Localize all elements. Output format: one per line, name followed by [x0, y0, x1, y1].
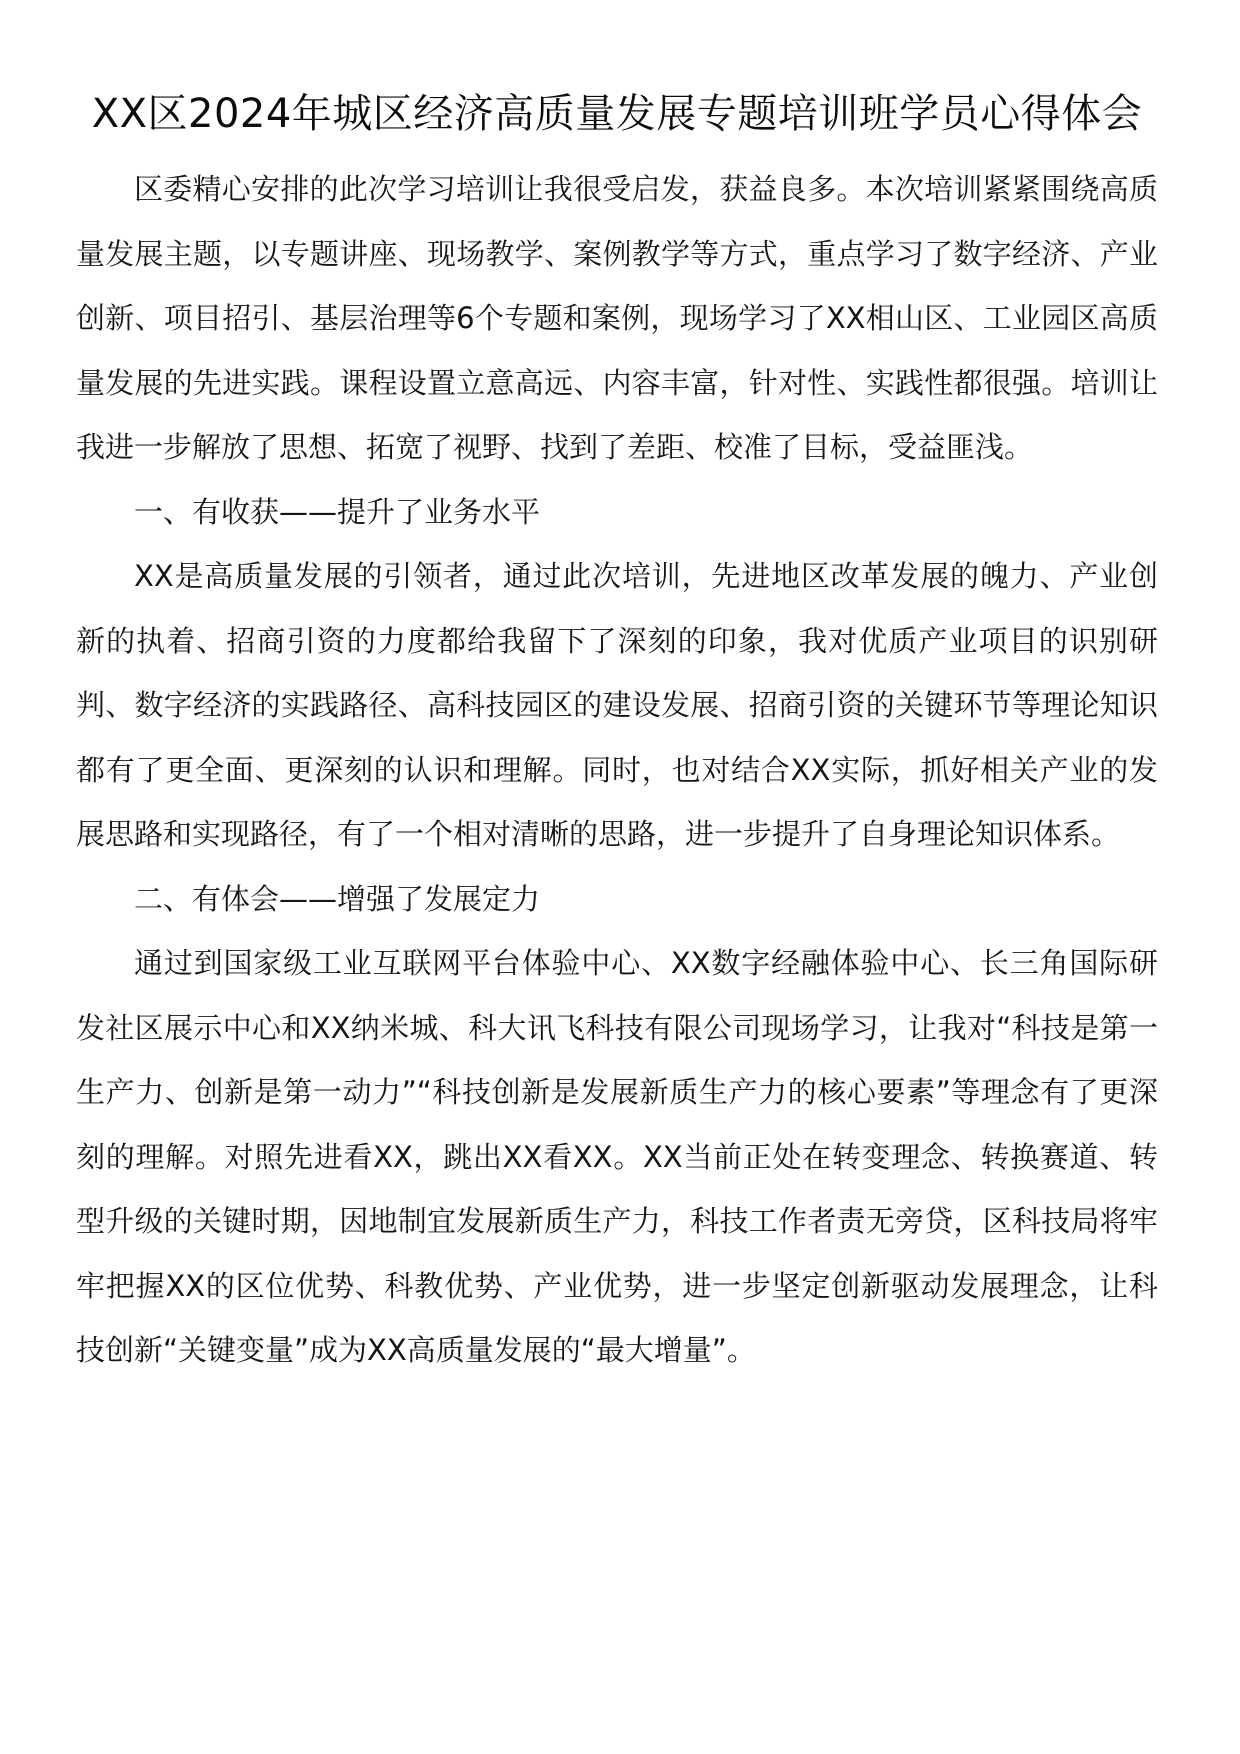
- section-1-heading: 一、有收获——提升了业务水平: [134, 494, 541, 529]
- document-title: XX区2024年城区经济高质量发展专题培训班学员心得体会: [91, 91, 1143, 137]
- section-1-body: XX是高质量发展的引领者，通过此次培训，先进地区改革发展的魄力、产业创新的执着、招商引资的力度都给我留下了深刻的印象，我对优质产业项目的识别研判、数字经济的实践路径、高科技园区的建设发展、招商引资的关键环节等理论知识都有了更全面、更深刻的认识和理解。同时，也对结合XX实际，抓好相关产业的发展思路和实现路径，有了一个相对清晰的思路，进一步提升了自身理论知识体系。: [76, 559, 1158, 851]
- intro-paragraph: 区委精心安排的此次学习培训让我很受启发，获益良多。本次培训紧紧围绕高质量发展主题，以专题讲座、现场教学、案例教学等方式，重点学习了数字经济、产业创新、项目招引、基层治理等6个专题和案例，现场学习了XX相山区、工业园区高质量发展的先进实践。课程设置立意高远、内容丰富，针对性、实践性都很强。培训让我进一步解放了思想、拓宽了视野、找到了差距、校准了目标，受益匪浅。: [76, 172, 1158, 464]
- section-2-body: 通过到国家级工业互联网平台体验中心、XX数字经融体验中心、长三角国际研发社区展示中心和XX纳米城、科大讯飞科技有限公司现场学习，让我对“科技是第一生产力、创新是第一动力”“科技创新是发展新质生产力的核心要素”等理念有了更深刻的理解。对照先进看XX，跳出XX看XX。XX当前正处在转变理念、转换赛道、转型升级的关键时期，因地制宜发展新质生产力，科技工作者责无旁贷，区科技局将牢牢把握XX的区位优势、科教优势、产业优势，进一步坚定创新驱动发展理念，让科技创新“关键变量”成为XX高质量发展的“最大增量”。: [76, 946, 1158, 1367]
- section-2-heading: 二、有体会——增强了发展定力: [134, 881, 541, 916]
